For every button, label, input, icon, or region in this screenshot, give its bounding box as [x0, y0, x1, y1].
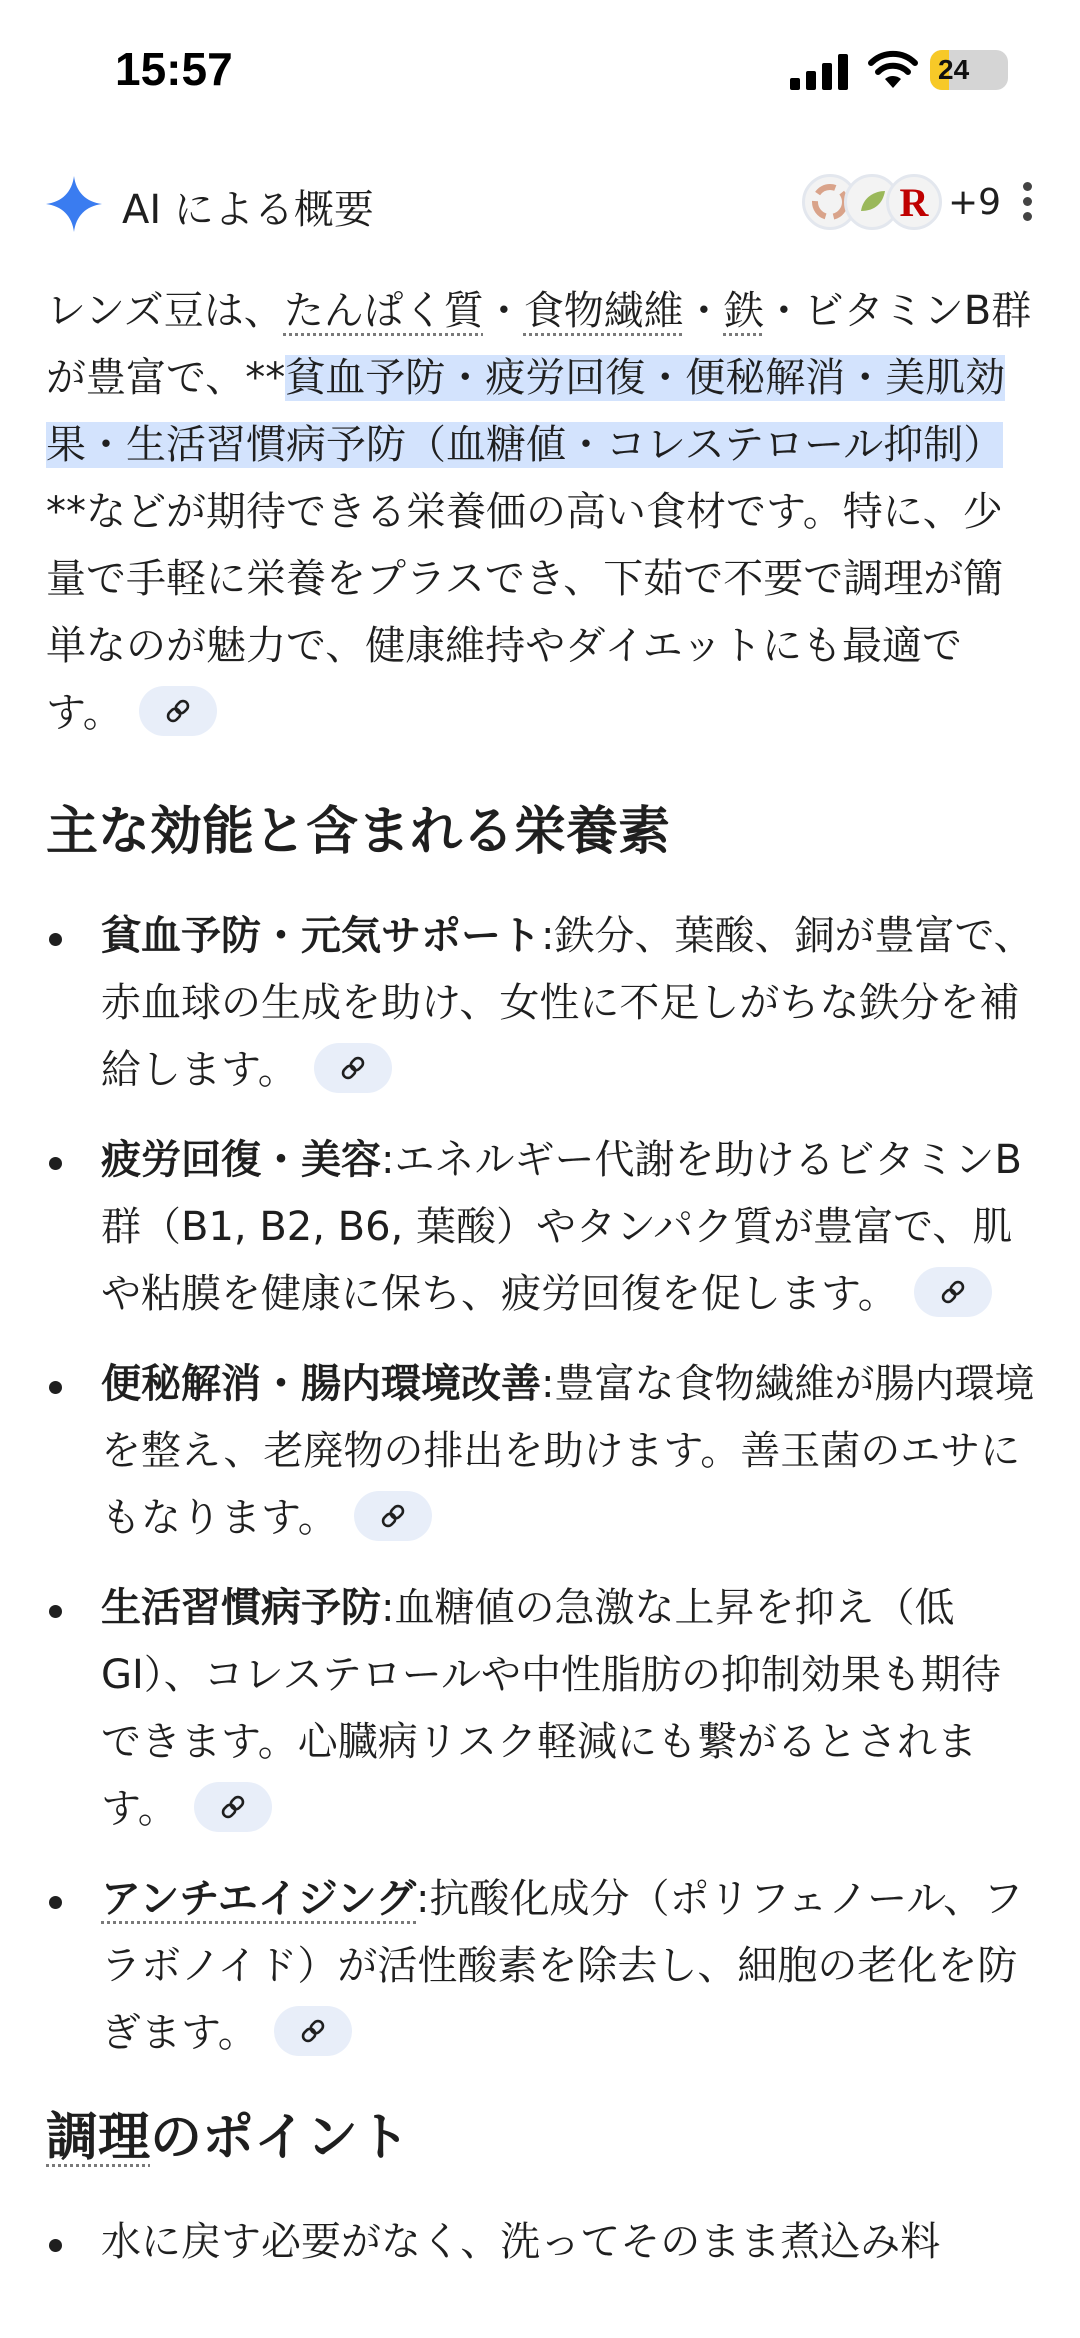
term-cooking[interactable]: 調理 — [46, 2108, 151, 2168]
citation-link-button[interactable] — [354, 1491, 432, 1541]
benefits-list — [46, 903, 1036, 2067]
link-icon — [379, 1502, 407, 1530]
more-options-icon[interactable] — [1012, 176, 1042, 232]
status-bar — [0, 0, 1080, 150]
ai-overview-title: AI による概要 — [122, 187, 374, 233]
citation-link-button[interactable] — [194, 1782, 272, 1832]
link-icon — [299, 2017, 327, 2045]
cellular-signal-icon — [790, 54, 848, 90]
citation-link-button[interactable] — [314, 1043, 392, 1093]
list-item: 便秘解消・腸内環境改善:豊富な食物繊維が腸内環境を整え、老廃物の排出を助けます。善玉菌のエサにもなります。 — [46, 1351, 1036, 1552]
term-protein[interactable]: たんぱく質 — [283, 288, 484, 334]
link-icon — [939, 1278, 967, 1306]
gemini-sparkle-icon — [44, 174, 104, 234]
citation-link-button[interactable] — [914, 1267, 992, 1317]
list-item: 水に戻す必要がなく、洗ってそのまま煮込み料 — [46, 2209, 1036, 2276]
ai-overview-content — [46, 278, 1036, 2299]
list-item: 貧血予防・元気サポート:鉄分、葉酸、銅が豊富で、赤血球の生成を助け、女性に不足しがちな鉄分を補給します。 — [46, 903, 1036, 1104]
summary-paragraph: レンズ豆は、たんぱく質・食物繊維・鉄・ビタミンB群が豊富で、**貧血予防・疲労回復・便秘解消・美肌効果・生活習慣病予防（血糖値・コレステロール抑制）**などが期待できる栄養価の高い食材です。特に、少量で手軽に栄養をプラスでき、下茹で不要で調理が簡単なのが魅力で、健康維持やダイエットにも最適です。 — [46, 288, 1032, 736]
citation-link-button[interactable] — [139, 686, 217, 736]
status-time: 15:57 — [115, 43, 233, 95]
term-anti-aging[interactable]: アンチエイジング — [101, 1876, 416, 1922]
citation-link-button[interactable] — [274, 2006, 352, 2056]
term-dietary-fiber[interactable]: 食物繊維 — [523, 288, 684, 334]
battery-icon — [930, 50, 1008, 90]
term-iron[interactable]: 鉄 — [723, 288, 764, 334]
wifi-icon — [868, 50, 918, 90]
highlighted-benefits: 貧血予防・疲労回復・便秘解消・美肌効果・生活習慣病予防（血糖値・コレステロール抑制） — [46, 355, 1006, 468]
more-sources-count[interactable]: +9 — [948, 182, 1002, 223]
ai-overview-header — [44, 168, 1044, 242]
list-item: アンチエイジング:抗酸化成分（ポリフェノール、フラボノイド）が活性酸素を除去し、細胞の老化を防ぎます。 — [46, 1866, 1036, 2067]
list-item: 疲労回復・美容:エネルギー代謝を助けるビタミンB群（B1, B2, B6, 葉酸）やタンパク質が豊富で、肌や粘膜を健康に保ち、疲労回復を促します。 — [46, 1127, 1036, 1328]
section-heading-cooking-points: 調理のポイント — [46, 2108, 411, 2168]
source-logo-rakuten[interactable]: R — [886, 174, 942, 230]
link-icon — [219, 1793, 247, 1821]
link-icon — [164, 697, 192, 725]
battery-level: 24 — [938, 54, 970, 85]
list-item: 生活習慣病予防:血糖値の急激な上昇を抑え（低GI）、コレステロールや中性脂肪の抑制効果も期待できます。心臓病リスク軽減にも繋がるとされます。 — [46, 1575, 1036, 1843]
cooking-points-list — [46, 2209, 1036, 2276]
section-heading-benefits: 主な効能と含まれる栄養素 — [46, 802, 671, 862]
link-icon — [339, 1054, 367, 1082]
